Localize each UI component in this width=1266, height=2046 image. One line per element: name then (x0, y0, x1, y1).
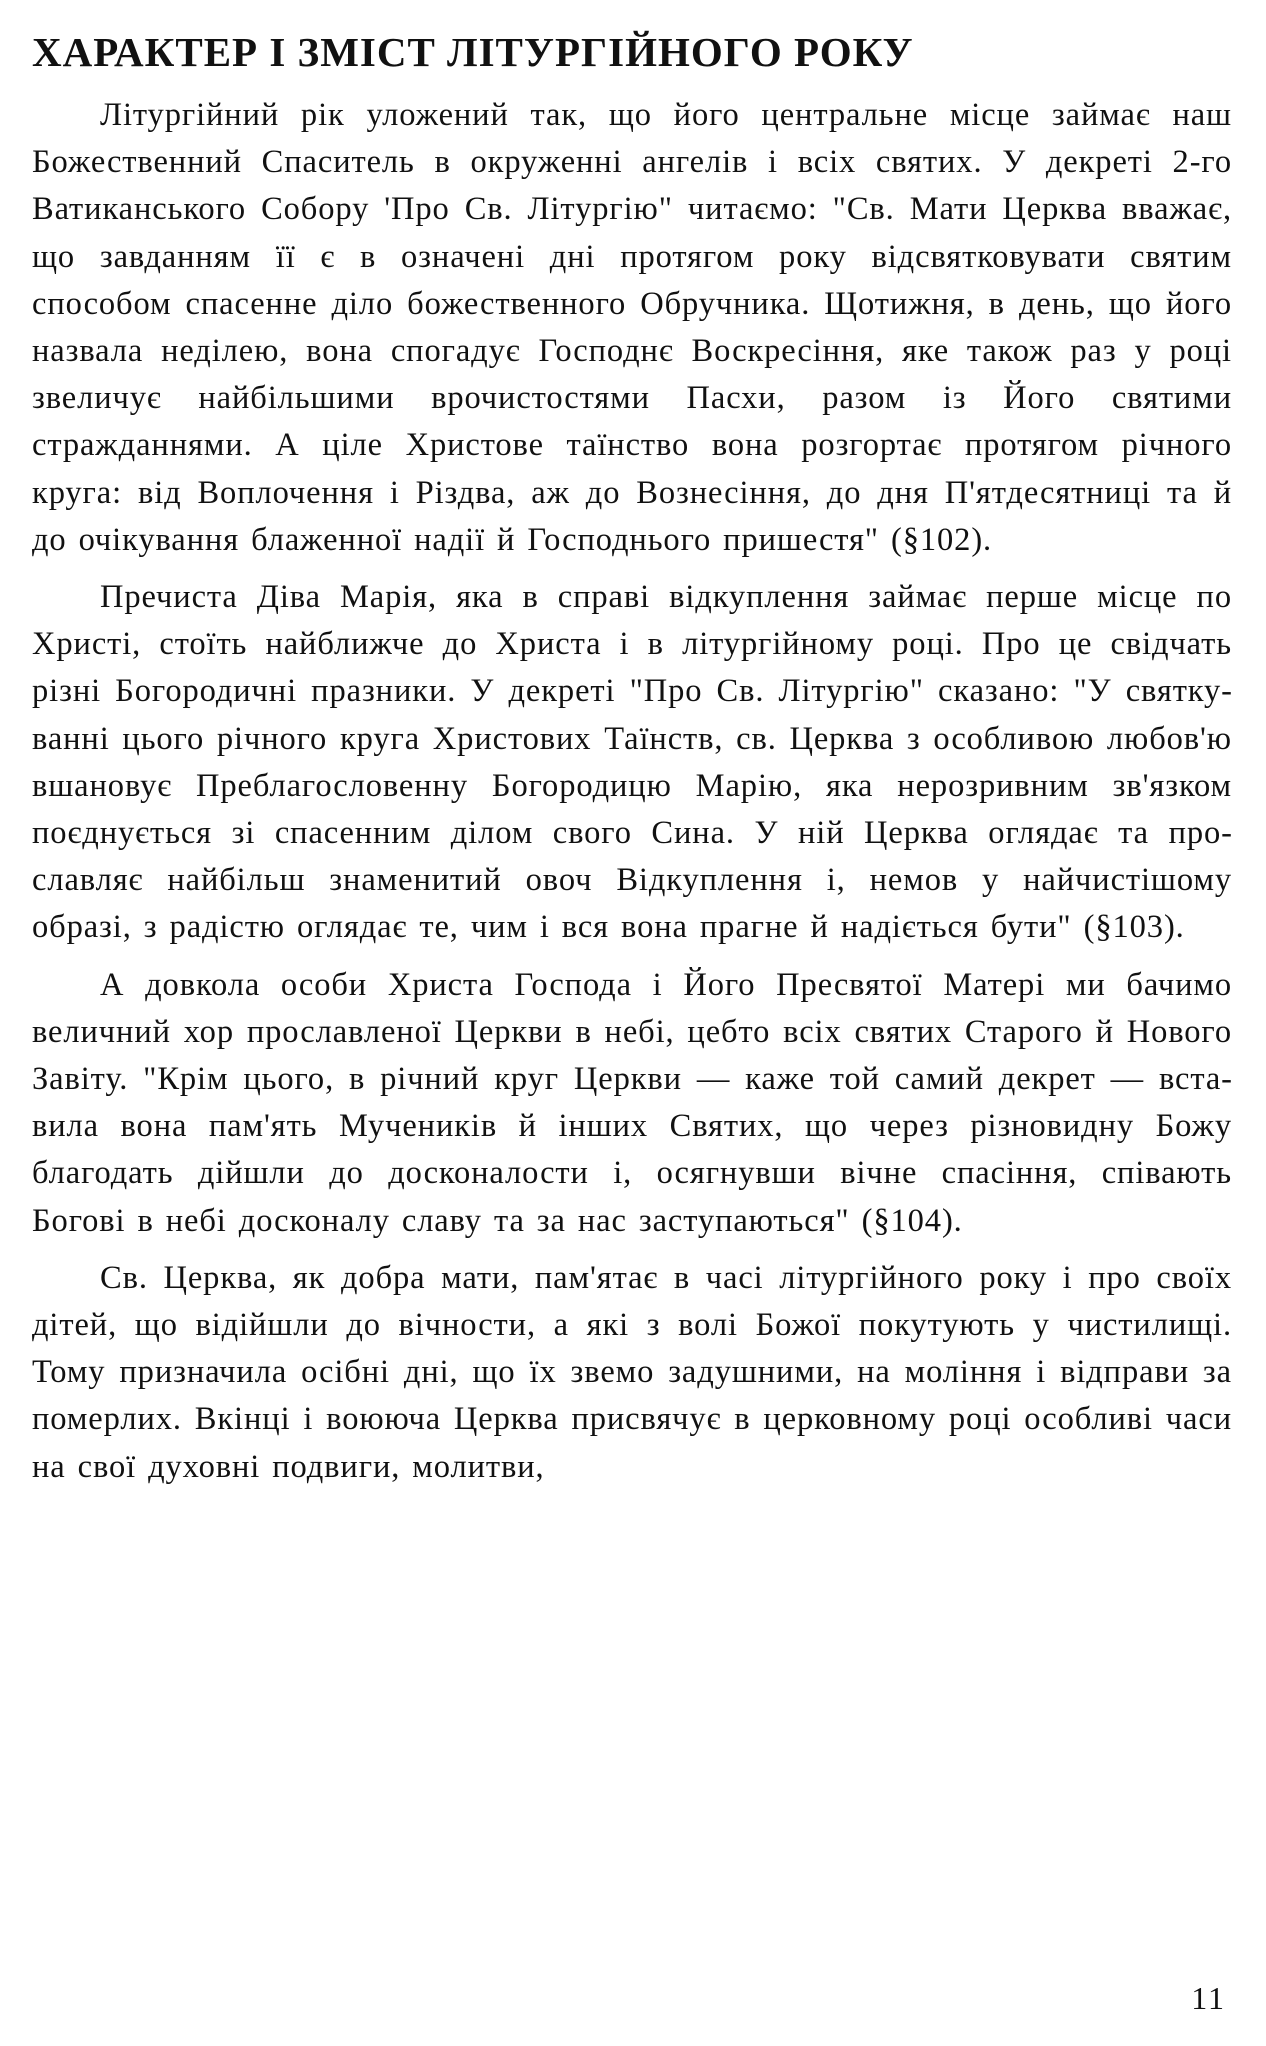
page-title: ХАРАКТЕР І ЗМІСТ ЛІТУРГІЙНОГО РОКУ (32, 29, 914, 75)
book-page (32, 26, 1232, 1501)
paragraph-3: А довкола особи Христа Господа і Його Пресвятої Матері ми бачимо величний хор прославленої Церкви в небі, цебто всіх святих Старого й Нового Завіту. "Крім цього, в річний круг Церкви — каже той самий декрет — вставила вона пам'ять Мучеників й інших Святих, що через різновидну Божу благодать дійшли до досконалости і, осягнувши вічне спасіння, співають Богові в небі досконалу славу та за нас заступаються" (§104). (32, 966, 1232, 1239)
paragraph-2: Пречиста Діва Марія, яка в справі відкуплення займає перше місце по Христі, стоїть найближче до Христа і в літургійному році. Про це свідчать різні Богородичні празники. У декреті "Про Св. Літургію" сказано: "У святкуванні цього річного круга Христових Таїнств, св. Церква з особливою любов'ю вшановує Преблагословенну Богородицю Марію, яка нерозривним зв'язком поєднується зі спасенним ділом свого Сина. У ній Церква оглядає та прославляє найбільш знаменитий овоч Відкуплення і, немов у найчистішому образі, з радістю оглядає те, чим і вся вона прагне й надіється бути" (§103). (32, 579, 1232, 946)
page-number: 11 (1191, 1980, 1226, 2016)
paragraph-1: Літургійний рік уложений так, що його центральне місце займає наш Божественний Спаситель в окруженні ангелів і всіх святих. У декреті 2-го Ватиканського Собору 'Про Св. Літургію" читаємо: "Св. Мати Церква вважає, що завданням її є в означені дні протягом року відсвятковувати святим способом спасенне діло божественного Обручника. Щотижня, в день, що його назвала неділею, вона спогадує Господнє Воскресіння, яке також раз у році звеличує найбільшими врочистостями Пасхи, разом із Його святими стражданнями. А ціле Христове таїнство вона розгортає протягом річного круга: від Воплочення і Різдва, аж до Вознесіння, до дня П'ятдесятниці та й до очікування блаженної надії й Господнього пришестя" (§102). (32, 97, 1232, 558)
paragraph-4: Св. Церква, як добра мати, пам'ятає в часі літургійного року і про своїх дітей, що відійшли до вічности, а які з волі Божої покутують у чистилищі. Тому призначила осібні дні, що їх звемо задушними, на моління і відправи за померлих. Вкінці і воююча Церква присвячує в церковному році особливі часи на свої духовні подвиги, молитви, (32, 1259, 1232, 1485)
